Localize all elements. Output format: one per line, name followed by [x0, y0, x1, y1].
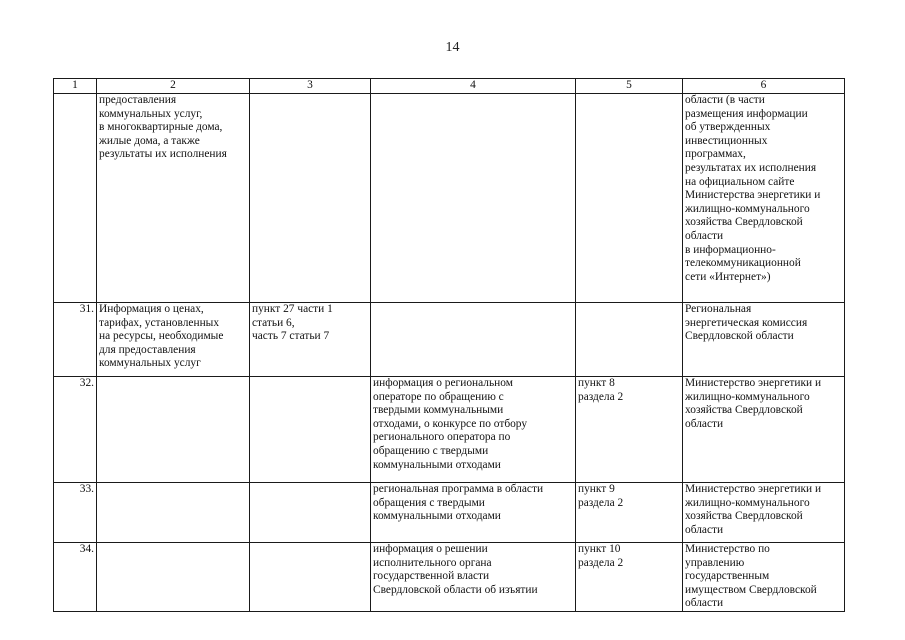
info-description-cell — [371, 94, 576, 303]
table-header-row — [54, 79, 845, 94]
law-reference-cell — [250, 94, 371, 303]
row-number: 33. — [54, 483, 97, 543]
column-header-3: 3 — [250, 79, 371, 94]
column-header-4: 4 — [371, 79, 576, 94]
row-number — [54, 94, 97, 303]
law-reference-cell — [250, 377, 371, 483]
law-reference-cell — [250, 543, 371, 612]
section-reference-cell: пункт 8 раздела 2 — [576, 377, 683, 483]
registry-table — [53, 78, 845, 612]
section-reference-cell: пункт 10 раздела 2 — [576, 543, 683, 612]
column-header-2: 2 — [97, 79, 250, 94]
info-description-cell: информация о региональном операторе по обращению с твердыми коммунальными отходами, о конкурсе по отбору регионального оператора по обращению с твердыми коммунальными отходами — [371, 377, 576, 483]
info-name-cell: предоставления коммунальных услуг, в многоквартирные дома, жилые дома, а также результаты их исполнения — [97, 94, 250, 303]
responsible-body-cell: Министерство энергетики и жилищно-коммунального хозяйства Свердловской области — [683, 483, 845, 543]
table-row — [54, 543, 845, 612]
table-row — [54, 94, 845, 303]
page-number: 14 — [445, 40, 460, 55]
row-number: 31. — [54, 303, 97, 377]
info-name-cell: Информация о ценах, тарифах, установленных на ресурсы, необходимые для предоставления коммунальных услуг — [97, 303, 250, 377]
row-number: 34. — [54, 543, 97, 612]
row-number: 32. — [54, 377, 97, 483]
law-reference-cell — [250, 483, 371, 543]
section-reference-cell: пункт 9 раздела 2 — [576, 483, 683, 543]
section-reference-cell — [576, 303, 683, 377]
info-name-cell — [97, 543, 250, 612]
info-name-cell — [97, 483, 250, 543]
info-name-cell — [97, 377, 250, 483]
law-reference-cell: пункт 27 части 1 статьи 6, часть 7 статьи 7 — [250, 303, 371, 377]
table-row — [54, 377, 845, 483]
section-reference-cell — [576, 94, 683, 303]
responsible-body-cell: Министерство энергетики и жилищно-коммунального хозяйства Свердловской области — [683, 377, 845, 483]
responsible-body-cell: Региональная энергетическая комиссия Свердловской области — [683, 303, 845, 377]
column-header-6: 6 — [683, 79, 845, 94]
column-header-5: 5 — [576, 79, 683, 94]
responsible-body-cell: Министерство по управлению государственным имуществом Свердловской области — [683, 543, 845, 612]
table-row — [54, 483, 845, 543]
info-description-cell: информация о решении исполнительного органа государственной власти Свердловской области об изъятии — [371, 543, 576, 612]
responsible-body-cell: области (в части размещения информации об утвержденных инвестиционных программах, результатах их исполнения на официальном сайте Министерства энергетики и жилищно-коммунального хозяйства Свердловской области в информационно- телекоммуникационной сети «Интернет») — [683, 94, 845, 303]
info-description-cell — [371, 303, 576, 377]
column-header-1: 1 — [54, 79, 97, 94]
table-row — [54, 303, 845, 377]
info-description-cell: региональная программа в области обращения с твердыми коммунальными отходами — [371, 483, 576, 543]
